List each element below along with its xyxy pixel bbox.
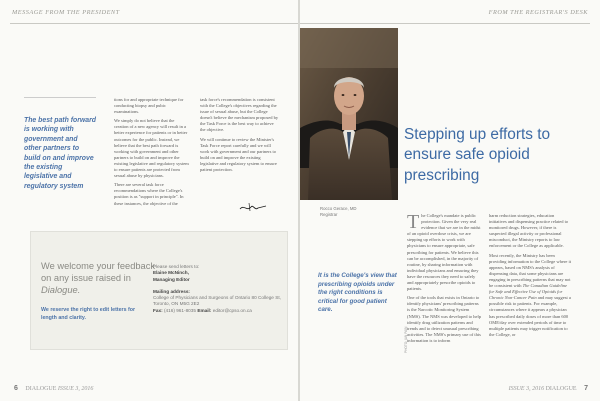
right-pullquote: It is the College's view that prescribing opioids under the right conditions is critical for good patient care.	[318, 272, 397, 314]
photo-caption	[320, 206, 395, 218]
fax-number: (416) 961-8035	[163, 307, 197, 313]
paragraph: We simply do not believe that the creation of a new agency will result in a better experience for patients or in better outcomes for the public. Instead, we believe that the best path forward is working with government and other partners to build on and improve the existing legislative and regulatory system to ensure patients are protected from sexual abuse by physicians.	[114, 118, 189, 179]
guideline-title: The Canadian Guideline for Safe and Effective Use of Opioids for Chronic Non-Cancer Pain	[489, 283, 568, 301]
mailing-label: Mailing address:	[153, 288, 190, 294]
footer-publication: DIALOGUE	[545, 386, 577, 392]
right-body-column-1	[407, 213, 482, 381]
feedback-title	[41, 260, 159, 297]
right-page	[300, 0, 600, 401]
photo-credit: PHOTO: IAN PAIN	[404, 326, 408, 353]
article-headline: Stepping up efforts to ensure safe opioid prescribing	[404, 126, 551, 184]
paragraph: tions for and appropriate technique for conducting biopsy and pubic examinations.	[114, 97, 184, 115]
right-footer	[509, 385, 588, 392]
paragraph: harm reduction strategies, education initiatives and dispensing practice related to monitored drugs. However, if there is suspected illegal activity or professional misconduct, the Ministry reports to law enforcement or the College as applicable.	[489, 213, 569, 249]
left-page	[0, 0, 298, 401]
left-footer	[14, 385, 93, 392]
page-number: 7	[584, 385, 588, 392]
left-pullquote: The best path forward is working with government and other partners to build on and improve the existing legislative and regulatory system	[24, 97, 96, 191]
send-label: Please send letters to:	[153, 264, 200, 269]
left-body-column-1	[114, 97, 189, 215]
mailing-address: College of Physicians and Surgeons of Ontario 80 College St, Toronto, ON M5G 2E2	[153, 295, 281, 307]
left-body-column-2	[200, 97, 280, 215]
feedback-note: We reserve the right to edit letters for length and clarity.	[41, 307, 136, 321]
paragraph: We will continue to review the Minister's Task Force report carefully and we will work with government and our partners to build on and improve the existing legislative and regulatory system to ensure patient protection.	[200, 136, 277, 173]
paragraph-text: he College's mandate is public protection. Given the very real evidence that we are in the midst of an opioid overdose crisis, we are stepping up efforts to work with physicians to ensure appropriate, safe prescribing for patients. We believe this can be accomplished, in the majority of routine, by sharing information with individual physicians and ensuring they have the resources they need to safely and appropriately prescribe opioids to patients.	[407, 213, 481, 292]
feedback-title-italic: Dialogue.	[41, 285, 81, 296]
editor-name: Elaine McNinch,	[153, 270, 189, 276]
email-address[interactable]: editor@cpso.on.ca	[212, 307, 252, 313]
signature-graphic	[238, 200, 268, 214]
feedback-box	[30, 231, 288, 350]
feedback-contact-info	[153, 264, 285, 314]
left-page-header: MESSAGE FROM THE PRESIDENT	[12, 9, 120, 16]
paragraph	[489, 253, 571, 338]
footer-issue: ISSUE 3, 2016	[508, 386, 545, 392]
registrar-portrait-photo	[300, 28, 398, 200]
editor-role: Managing Editor	[153, 276, 190, 282]
right-body-column-2	[489, 213, 571, 381]
footer-publication: DIALOGUE	[25, 386, 57, 392]
paragraph-text: Most recently, the Ministry has been providing information to the College where it appears, based on NMS's analysis of dispensing data, that some physicians are engaging in prescribing patterns that may not be consistent with	[489, 252, 571, 289]
paragraph: One of the tools that exists in Ontario to identify physicians' prescribing patterns is the Narcotic Monitoring System (NMS). The NMS was developed to help identify drug utilization patterns and trends and to detect unusual prescribing activities. The NMS's primary use of this information is to inform	[407, 295, 482, 343]
right-page-header: FROM THE REGISTRAR'S DESK	[488, 9, 588, 16]
fax-email-line	[153, 308, 285, 314]
feedback-title-text: We welcome your feedback on any issue raised in	[41, 261, 156, 284]
caption-role: Registrar	[320, 211, 338, 217]
page-number: 6	[14, 385, 18, 392]
paragraph: task force's recommendation is consistent with the College's objectives regarding the issue of sexual abuse, but the College doesn't believe the mechanism proposed by the Task Force is the best way to achieve the objective.	[200, 97, 279, 133]
paragraph-text: and may suggest a possible risk to patients. For example, circumstances where it appears a physician has prescribed daily doses of more than 600 OME/day over extended periods of time to multiple patients may trigger notification to the College, or	[489, 295, 571, 337]
caption-name: Rocco Gerace, MD	[320, 206, 357, 211]
email-label: Email:	[197, 307, 212, 313]
drop-cap: T	[407, 213, 420, 233]
paragraph	[407, 213, 482, 292]
paragraph: There are several task force recommendations where the College's position is as "support in principle". In these instances, the objective of the	[114, 182, 184, 206]
fax-label: Fax:	[153, 307, 163, 313]
footer-issue: ISSUE 3, 2016	[57, 386, 94, 392]
